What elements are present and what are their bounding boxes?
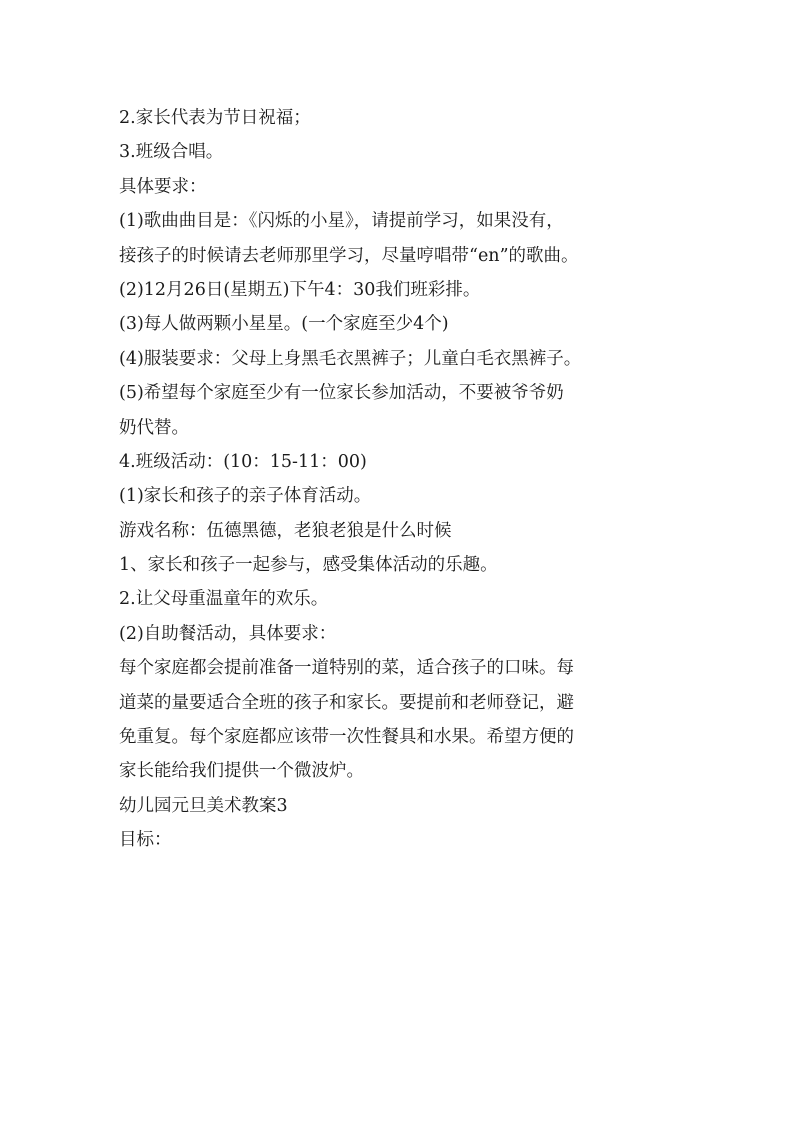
text-line: (2)自助餐活动，具体要求：	[119, 623, 337, 644]
text-line: (2)12月26日(星期五)下午4：30我们班彩排。	[119, 279, 481, 300]
text-line: (5)希望每个家庭至少有一位家长参加活动，不要被爷爷奶	[119, 383, 564, 404]
text-line: 接孩子的时候请去老师那里学习，尽量哼唱带“en”的歌曲。	[119, 245, 579, 266]
text-line: 目标：	[119, 830, 172, 851]
text-line: (1)家长和孩子的亲子体育活动。	[119, 486, 372, 507]
section-heading: 幼儿园元旦美术教案3	[119, 795, 288, 816]
text-line: 游戏名称：伍德黑德，老狼老狼是什么时候	[119, 520, 452, 541]
text-line: 1、家长和孩子一起参与，感受集体活动的乐趣。	[119, 555, 498, 576]
text-line: (4)服装要求：父母上身黑毛衣黑裤子；儿童白毛衣黑裤子。	[119, 348, 582, 369]
text-line: 免重复。每个家庭都应该带一次性餐具和水果。希望方便的	[119, 727, 574, 748]
text-line: 家长能给我们提供一个微波炉。	[119, 761, 364, 782]
text-line: 奶代替。	[119, 417, 189, 438]
text-line: 道菜的量要适合全班的孩子和家长。要提前和老师登记，避	[119, 692, 574, 713]
text-line: 2.家长代表为节日祝福；	[119, 108, 311, 128]
text-line: 具体要求：	[119, 176, 207, 197]
text-line: (1)歌曲曲目是：《闪烁的小星》，请提前学习，如果没有，	[119, 211, 564, 232]
text-line: 3.班级合唱。	[119, 142, 224, 163]
document-body	[119, 101, 684, 858]
text-line: 4.班级活动：(10：15-11：00)	[119, 451, 367, 472]
text-line: 2.让父母重温童年的欢乐。	[119, 589, 329, 610]
text-line: 每个家庭都会提前准备一道特别的菜，适合孩子的口味。每	[119, 658, 574, 679]
text-line: (3)每人做两颗小星星。(一个家庭至少4个)	[119, 314, 449, 335]
